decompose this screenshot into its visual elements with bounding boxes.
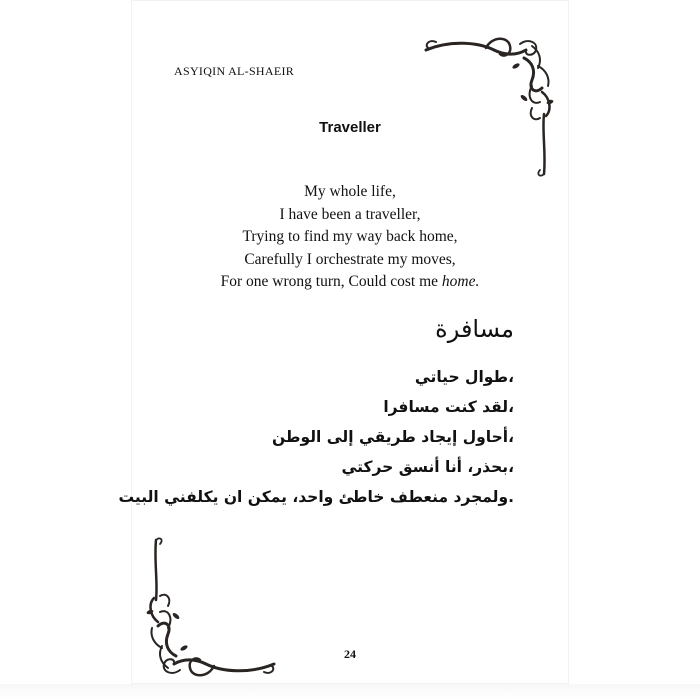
poem-line-arabic: ،طوال حياتي bbox=[414, 368, 514, 386]
page-number: 24 bbox=[344, 647, 356, 661]
poem-title-arabic: مسافرة bbox=[435, 315, 514, 343]
poem-line: Trying to find my way back home, bbox=[242, 228, 458, 245]
poem-line-arabic: .ولمجرد منعطف خاطئ واحد، يمكن ان يكلفني البيت bbox=[118, 488, 514, 506]
poem-line bbox=[150, 271, 550, 294]
poem-title-english: Traveller bbox=[319, 119, 381, 136]
poem-line-text: For one wrong turn, Could cost me bbox=[220, 273, 442, 290]
poem-line: My whole life, bbox=[304, 183, 396, 200]
running-header-author: ASYIQIN AL-SHAEIR bbox=[174, 64, 295, 78]
poem-line: Carefully I orchestrate my moves, bbox=[244, 250, 456, 268]
poem-line: I have been a traveller, bbox=[279, 205, 421, 223]
poem-line-arabic: ،لقد كنت مسافرا bbox=[383, 398, 514, 416]
poem-english bbox=[150, 181, 550, 294]
page-shadow bbox=[0, 684, 700, 700]
corner-ornament-top-right-icon bbox=[420, 36, 562, 182]
poem-line-emphasis: home. bbox=[441, 273, 480, 290]
poem-arabic bbox=[119, 362, 515, 512]
poem-line-arabic: ،أحاول إيجاد طريقي إلى الوطن bbox=[271, 428, 514, 446]
poem-line-arabic: ،بحذر، أنا أنسق حركتي bbox=[341, 458, 514, 476]
